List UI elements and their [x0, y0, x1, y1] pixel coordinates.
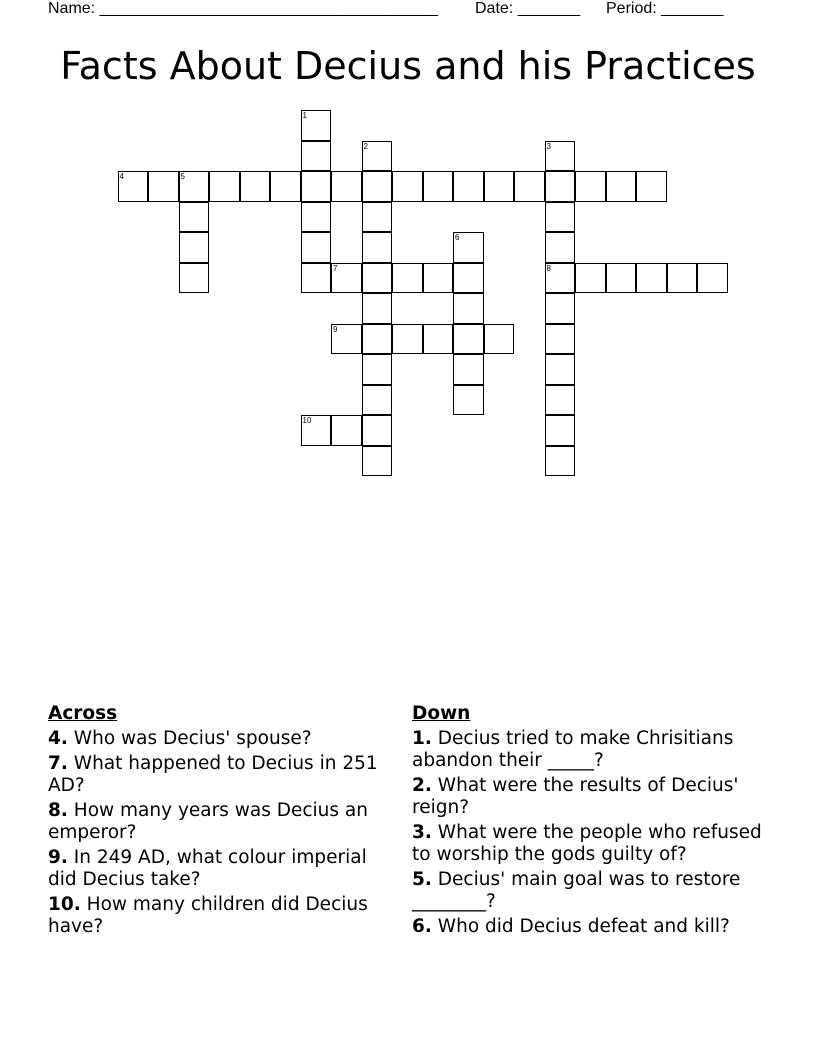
grid-cell[interactable]	[179, 171, 210, 202]
clue-number: 9	[333, 324, 338, 334]
grid-cell[interactable]	[423, 171, 454, 202]
clue-down-2: 2. What were the results of Decius' reign?	[412, 775, 739, 818]
grid-cell[interactable]	[362, 263, 393, 294]
grid-cell[interactable]	[331, 324, 362, 355]
grid-cell[interactable]	[545, 232, 576, 263]
grid-cell[interactable]	[453, 171, 484, 202]
grid-cell[interactable]	[331, 263, 362, 294]
grid-cell[interactable]	[453, 354, 484, 385]
grid-cell[interactable]	[667, 263, 698, 294]
grid-cell[interactable]	[606, 171, 637, 202]
grid-cell[interactable]	[362, 385, 393, 416]
grid-cell[interactable]	[545, 446, 576, 477]
grid-cell[interactable]	[453, 385, 484, 416]
clue-number: 4	[119, 172, 124, 181]
clue-number: 7	[333, 263, 338, 273]
clue-number: 3	[546, 141, 551, 151]
grid-cell[interactable]	[423, 324, 454, 355]
grid-cell[interactable]	[484, 171, 515, 202]
grid-cell[interactable]	[392, 324, 423, 355]
grid-cell[interactable]	[301, 232, 332, 263]
grid-cell[interactable]	[545, 263, 576, 294]
grid-cell[interactable]	[697, 263, 728, 294]
grid-cell[interactable]	[545, 385, 576, 416]
grid-cell[interactable]	[392, 263, 423, 294]
grid-cell[interactable]	[545, 324, 576, 355]
clue-number: 6	[455, 233, 460, 242]
clue-down-3: 3. What were the people who refused to worship the gods guilty of?	[412, 822, 762, 865]
across-clues	[48, 702, 393, 941]
grid-cell[interactable]	[575, 171, 606, 202]
grid-cell[interactable]	[240, 171, 271, 202]
clue-down-5: 5. Decius' main goal was to restore ________?	[412, 869, 741, 912]
clue-down-1: 1. Decius tried to make Chrisitians abandon their _____?	[412, 728, 734, 771]
grid-cell[interactable]	[301, 202, 332, 233]
grid-cell[interactable]	[453, 324, 484, 355]
grid-cell[interactable]	[484, 324, 515, 355]
grid-cell[interactable]	[545, 354, 576, 385]
grid-cell[interactable]	[362, 293, 393, 324]
grid-cell[interactable]	[545, 141, 576, 172]
clue-across-8: 8. How many years was Decius an emperor?	[48, 800, 368, 843]
grid-cell[interactable]	[301, 110, 332, 141]
clue-number: 10	[302, 416, 312, 425]
grid-cell[interactable]	[392, 171, 423, 202]
grid-cell[interactable]	[179, 232, 210, 263]
clue-number: 1	[302, 111, 307, 120]
grid-cell[interactable]	[514, 171, 545, 202]
clue-number: 8	[546, 263, 551, 273]
grid-cell[interactable]	[362, 415, 393, 446]
grid-cell[interactable]	[545, 415, 576, 446]
period-field-label[interactable]: Period: _______	[606, 0, 724, 17]
grid-cell[interactable]	[362, 324, 393, 355]
grid-cell[interactable]	[362, 141, 393, 172]
grid-cell[interactable]	[362, 202, 393, 233]
grid-cell[interactable]	[179, 263, 210, 294]
grid-cell[interactable]	[148, 171, 179, 202]
grid-cell[interactable]	[118, 171, 149, 202]
grid-cell[interactable]	[423, 263, 454, 294]
grid-cell[interactable]	[270, 171, 301, 202]
grid-cell[interactable]	[301, 141, 332, 172]
clue-across-9: 9. In 249 AD, what colour imperial did Decius take?	[48, 847, 367, 890]
clue-across-4: 4. Who was Decius' spouse?	[48, 728, 312, 749]
grid-cell[interactable]	[545, 293, 576, 324]
page-title: Facts About Decius and his Practices	[60, 44, 756, 88]
grid-cell[interactable]	[545, 171, 576, 202]
clue-across-10: 10. How many children did Decius have?	[48, 894, 368, 937]
grid-cell[interactable]	[362, 446, 393, 477]
grid-cell[interactable]	[331, 415, 362, 446]
clue-across-7: 7. What happened to Decius in 251 AD?	[48, 753, 378, 796]
clue-number: 2	[363, 141, 368, 151]
down-heading: Down	[412, 703, 471, 724]
grid-cell[interactable]	[362, 354, 393, 385]
clue-number: 5	[180, 172, 185, 181]
grid-cell[interactable]	[636, 263, 667, 294]
name-field-label[interactable]: Name: ______________________________________	[48, 0, 438, 17]
down-clues	[412, 702, 762, 941]
worksheet-header	[48, 0, 748, 20]
grid-cell[interactable]	[331, 171, 362, 202]
across-heading: Across	[48, 703, 118, 724]
grid-cell[interactable]	[362, 171, 393, 202]
grid-cell[interactable]	[301, 171, 332, 202]
grid-cell[interactable]	[301, 263, 332, 294]
grid-cell[interactable]	[301, 415, 332, 446]
grid-cell[interactable]	[453, 293, 484, 324]
date-field-label[interactable]: Date: _______	[475, 0, 580, 17]
grid-cell[interactable]	[453, 232, 484, 263]
grid-cell[interactable]	[545, 202, 576, 233]
grid-cell[interactable]	[209, 171, 240, 202]
grid-cell[interactable]	[636, 171, 667, 202]
grid-cell[interactable]	[362, 232, 393, 263]
grid-cell[interactable]	[575, 263, 606, 294]
clue-down-6: 6. Who did Decius defeat and kill?	[412, 916, 730, 937]
grid-cell[interactable]	[606, 263, 637, 294]
grid-cell[interactable]	[179, 202, 210, 233]
grid-cell[interactable]	[453, 263, 484, 294]
